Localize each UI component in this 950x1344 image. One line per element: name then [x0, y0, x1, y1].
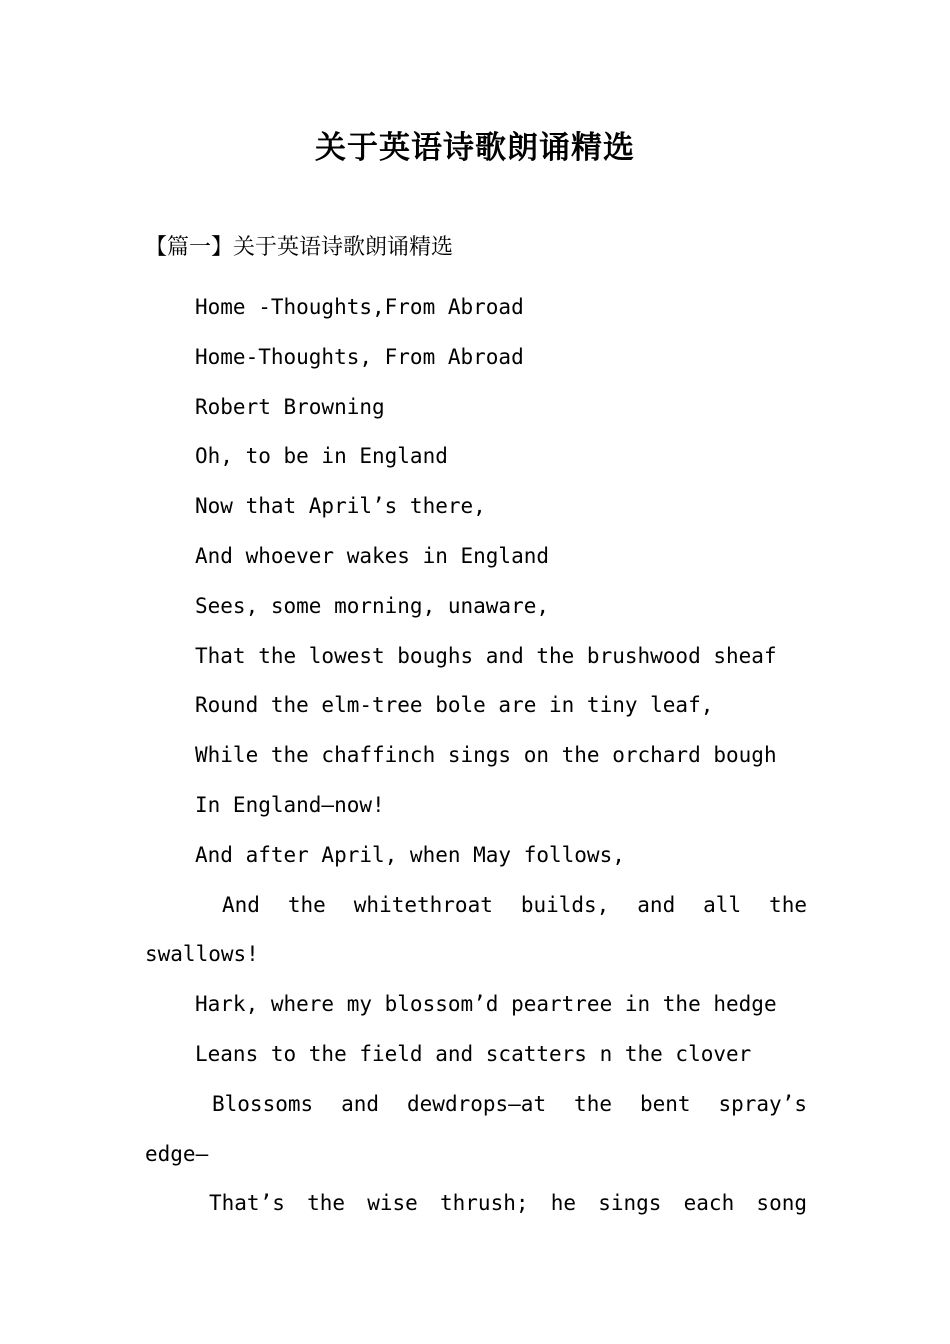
poem-line-justified: Blossoms and dewdrops—at the bent spray’s: [212, 1091, 807, 1116]
document-title: 关于英语诗歌朗诵精选: [315, 130, 635, 166]
poem-line: Hark, where my blossom’d peartree in the hedge: [195, 992, 777, 1017]
poem-line: Home -Thoughts,From Abroad: [195, 295, 524, 319]
poem-line-continuation: swallows!: [145, 942, 259, 967]
poem-line: That the lowest boughs and the brushwood sheaf: [195, 643, 777, 668]
poem-line-justified: And the whitethroat builds, and all the: [222, 892, 807, 917]
poem-line: Round the elm-tree bole are in tiny leaf,: [195, 693, 714, 718]
poem-line-continuation: edge—: [145, 1141, 209, 1166]
poem-line: While the chaffinch sings on the orchard bough: [195, 743, 777, 768]
poem-line-justified: That’s the wise thrush; he sings each song: [209, 1191, 807, 1216]
poem-line: And after April, when May follows,: [195, 842, 625, 867]
poem-line: Now that April’s there,: [195, 494, 486, 519]
poem-line: Robert Browning: [195, 394, 385, 419]
poem-line: Home-Thoughts, From Abroad: [195, 344, 524, 369]
poem-line: Sees, some morning, unaware,: [195, 593, 550, 618]
section-heading: 【篇一】关于英语诗歌朗诵精选: [145, 235, 454, 260]
poem-body: [145, 283, 807, 1229]
poem-line: In England—now!: [195, 792, 385, 817]
poem-line: Leans to the field and scatters n the clover: [195, 1041, 752, 1066]
poem-line: And whoever wakes in England: [195, 543, 550, 568]
poem-line: Oh, to be in England: [195, 444, 448, 469]
